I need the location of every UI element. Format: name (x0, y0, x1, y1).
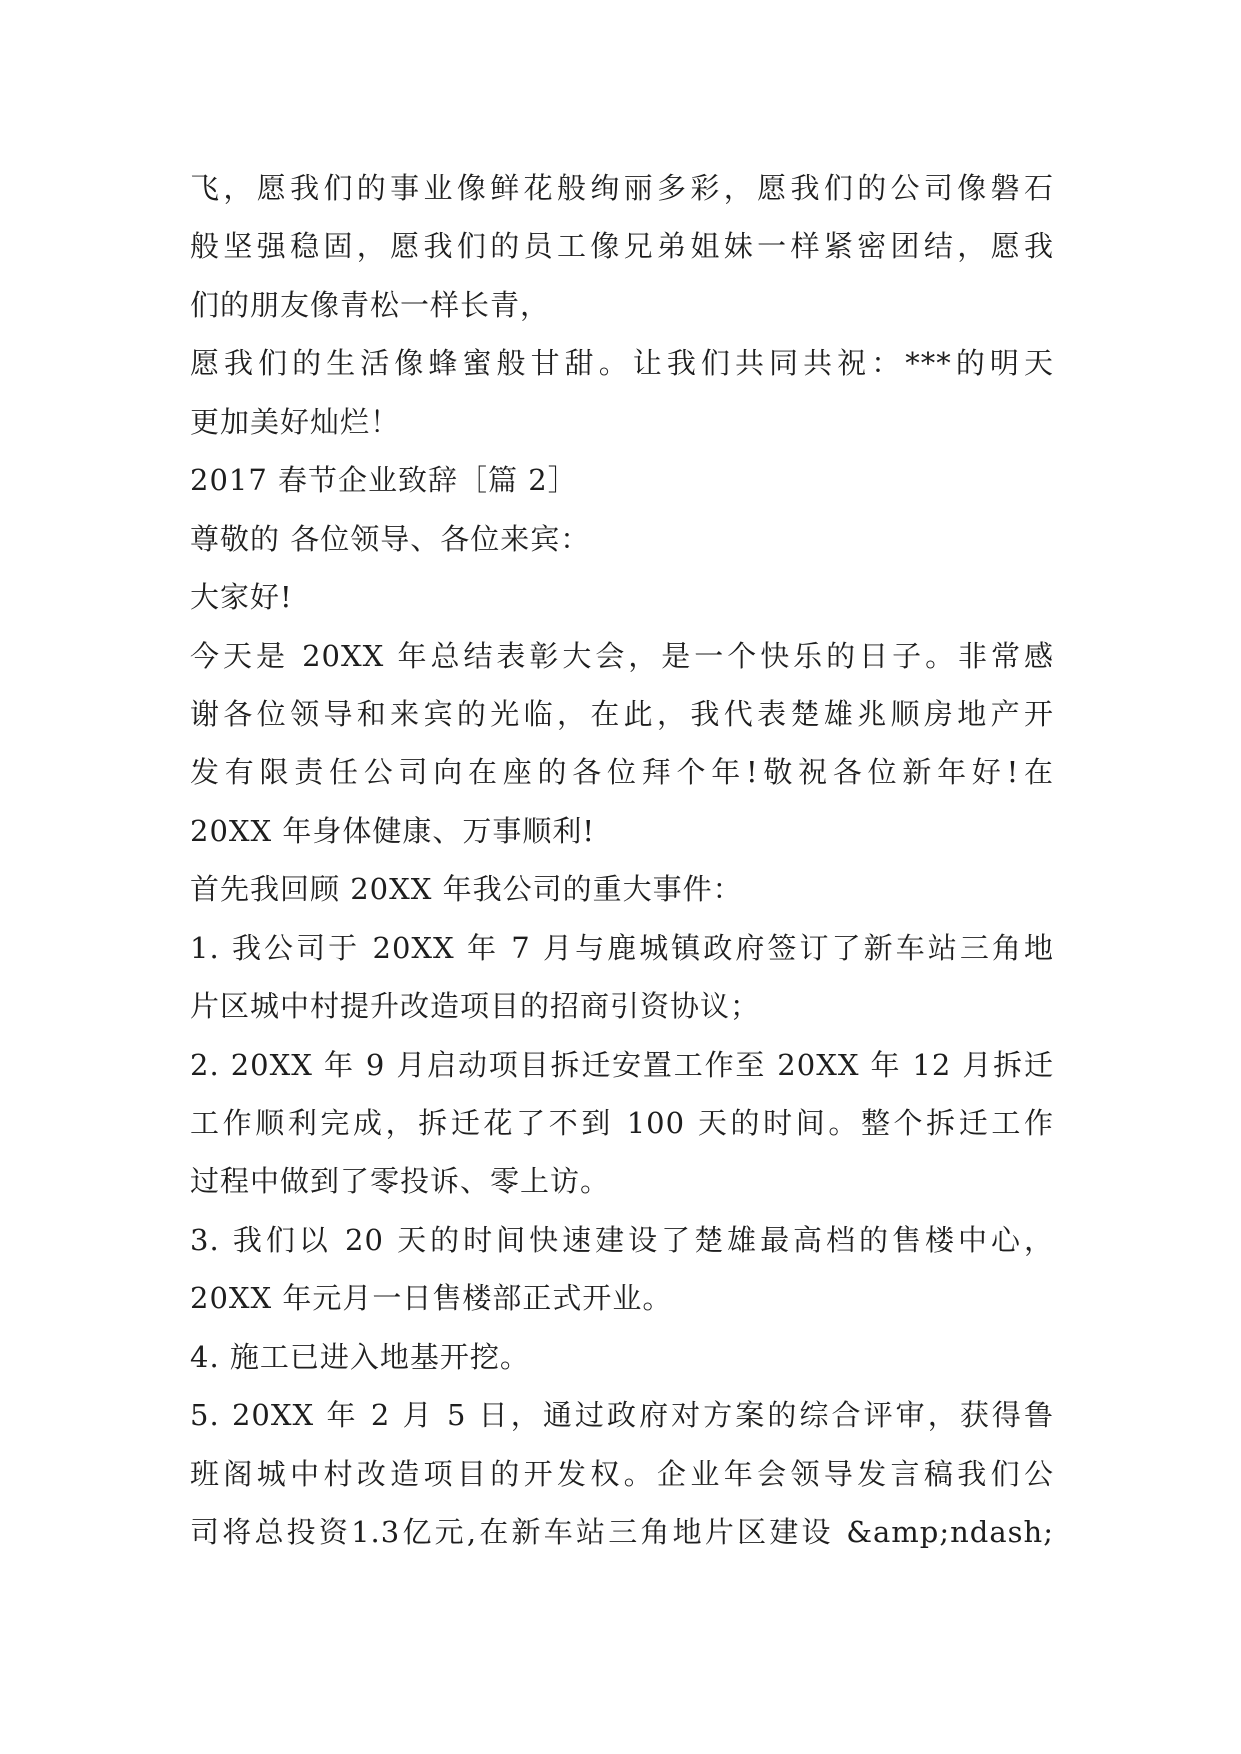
list-item-continuation: 工作顺利完成，拆迁花了不到 100 天的时间。整个拆迁工作 (190, 1106, 1054, 1140)
body-text-line: 愿我们的生活像蜂蜜般甘甜。让我们共同共祝：***的明天 (190, 346, 1054, 381)
body-text-line: 首先我回顾 20XX 年我公司的重大事件： (190, 872, 743, 907)
list-item-continuation: 过程中做到了零投诉、零上访。 (190, 1164, 611, 1199)
list-item-continuation: 20XX 年元月一日售楼部正式开业。 (190, 1281, 673, 1316)
body-text-line: 今天是 20XX 年总结表彰大会，是一个快乐的日子。非常感 (190, 638, 1054, 673)
greeting: 大家好! (190, 580, 293, 615)
list-item: 5. 20XX 年 2 月 5 日，通过政府对方案的综合评审，获得鲁 (190, 1398, 1054, 1433)
body-text-line: 20XX 年身体健康、万事顺利! (190, 813, 596, 848)
body-text-line: 般坚强稳固，愿我们的员工像兄弟姐妹一样紧密团结，愿我 (190, 229, 1054, 264)
body-text-line: 飞，愿我们的事业像鲜花般绚丽多彩，愿我们的公司像磐石 (190, 171, 1054, 205)
list-item: 1. 我公司于 20XX 年 7 月与鹿城镇政府签订了新车站三角地 (190, 930, 1054, 965)
list-item-continuation: 司将总投资1.3亿元,在新车站三角地片区建设 &amp;ndash; (190, 1515, 1054, 1550)
body-text-line: 谢各位领导和来宾的光临，在此，我代表楚雄兆顺房地产开 (190, 696, 1054, 731)
list-item: 3. 我们以 20 天的时间快速建设了楚雄最高档的售楼中心， (190, 1222, 1054, 1257)
section-heading: 2017 春节企业致辞［篇 2］ (190, 463, 578, 498)
list-item-continuation: 班阁城中村改造项目的开发权。企业年会领导发言稿我们公 (190, 1456, 1054, 1491)
body-text-line: 们的朋友像青松一样长青， (190, 287, 551, 322)
body-text-line: 发有限责任公司向在座的各位拜个年!敬祝各位新年好!在 (190, 755, 1054, 790)
salutation: 尊敬的 各位领导、各位来宾： (190, 521, 591, 556)
list-item: 2. 20XX 年 9 月启动项目拆迁安置工作至 20XX 年 12 月拆迁 (190, 1047, 1054, 1082)
document-body (190, 159, 1054, 1562)
list-item: 4. 施工已进入地基开挖。 (190, 1339, 530, 1374)
list-item-continuation: 片区城中村提升改造项目的招商引资协议； (190, 989, 761, 1024)
body-text-line: 更加美好灿烂！ (190, 404, 401, 439)
